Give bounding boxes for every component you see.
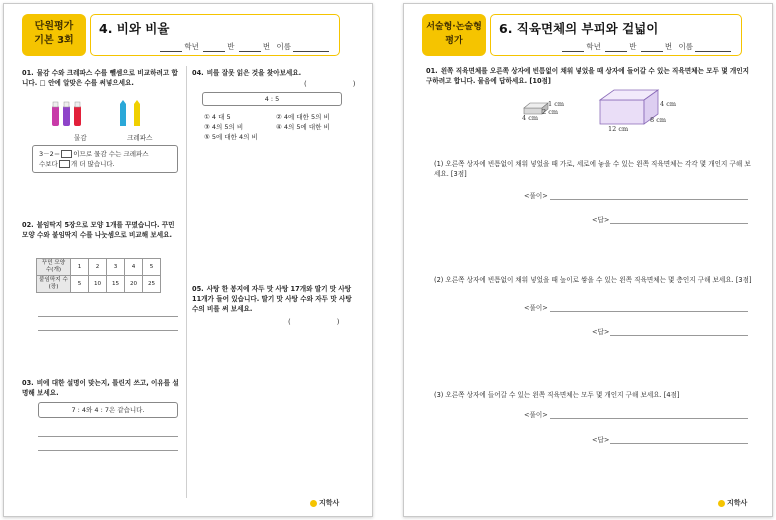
question-5-text: 사탕 한 봉지에 자두 맛 사탕 17개와 딸기 맛 사탕 11개가 들어 있습니다. 딸기 맛 사탕 수와 자두 맛 사탕 수의 비를 써 보세요.	[192, 285, 352, 313]
large-box-depth-label: 8 cm	[650, 116, 667, 124]
ratio-table	[36, 258, 161, 293]
blank-input-1[interactable]	[61, 150, 72, 158]
answer-line[interactable]	[38, 330, 178, 331]
answer-line[interactable]	[610, 223, 748, 224]
evaluation-badge	[422, 14, 486, 56]
question-5: 05. 사탕 한 봉지에 자두 맛 사탕 17개와 딸기 맛 사탕 11개가 들어 있습니다. 딸기 맛 사탕 수와 자두 맛 사탕 수의 비를 써 보세요.	[192, 285, 352, 313]
page-title: 6. 직육면체의 부피와 겉넓이	[499, 21, 659, 36]
badge-line-2: 평가	[445, 36, 463, 46]
class-label: 반	[227, 42, 235, 51]
paint-crayon-illustration	[48, 100, 168, 136]
name-label: 이름	[678, 42, 693, 51]
question-3-text: 비에 대한 설명이 맞는지, 틀린지 쓰고, 이유를 설명해 보세요.	[22, 379, 179, 397]
sub-question-1: (1) 오른쪽 상자에 빈틈없이 채워 넣었을 때 가로, 세로에 놓을 수 있는 왼쪽 직육면체는 각각 몇 개인지 구해 보세요. [3점]	[434, 160, 751, 178]
answer-label: <답>	[592, 436, 610, 444]
class-label: 반	[629, 42, 637, 51]
badge-line-1: 서술형·논술형	[426, 22, 482, 32]
small-box-width-label: 4 cm	[522, 114, 539, 122]
sub-question-3: (3) 오른쪽 상자에 들어갈 수 있는 왼쪽 직육면체는 모두 몇 개인지 구해 보세요. [4점]	[434, 391, 680, 399]
question-1: 01. 물감 수와 크레파스 수를 뺄셈으로 비교하려고 합니다. □ 안에 알맞은 수를 써넣으세요.	[22, 69, 178, 87]
large-box-width-label: 12 cm	[608, 125, 629, 133]
name-label: 이름	[276, 42, 291, 51]
answer-line[interactable]	[38, 316, 178, 317]
column-divider	[186, 66, 187, 498]
question-2: 02. 붙임딱지 5장으로 모양 1개를 꾸몄습니다. 꾸민 모양 수와 붙임딱지 수를 나눗셈으로 비교해 보세요.	[22, 221, 175, 239]
title-box	[490, 14, 742, 56]
grade-label: 학년	[184, 42, 199, 51]
choice-1[interactable]: ① 4 대 5	[204, 113, 231, 121]
solution-line[interactable]	[550, 199, 748, 200]
answer-line[interactable]	[610, 443, 748, 444]
ratio-box: 4 : 5	[202, 92, 342, 106]
title-box	[90, 14, 340, 56]
question-4: 04. 비를 잘못 읽은 것을 찾아보세요.	[192, 69, 302, 77]
question-4-text: 비를 잘못 읽은 것을 찾아보세요.	[206, 69, 302, 77]
q3-statement-box: 7 : 4와 4 : 7은 같습니다.	[38, 402, 178, 418]
badge-line-2: 기본 3회	[34, 35, 74, 46]
answer-label: <답>	[592, 328, 610, 336]
worksheet-left	[3, 3, 373, 517]
grade-label: 학년	[586, 42, 601, 51]
small-box-height-label: 1 cm	[548, 100, 565, 108]
choice-3[interactable]: ③ 4의 5의 비	[204, 123, 244, 131]
answer-paren[interactable]: ( )	[288, 318, 340, 326]
answer-label: <답>	[592, 216, 610, 224]
publisher-logo: 지학사	[310, 498, 339, 508]
question-1-text: 물감 수와 크레파스 수를 뺄셈으로 비교하려고 합니다. □ 안에 알맞은 수를 써넣으세요.	[22, 69, 178, 87]
choice-5[interactable]: ⑤ 5에 대한 4의 비	[204, 133, 258, 141]
answer-line[interactable]	[610, 335, 748, 336]
question-1: 01. 왼쪽 직육면체를 오른쪽 상자에 빈틈없이 채워 넣었을 때 상자에 들어갈 수 있는 직육면체는 모두 몇 개인지 구하려고 합니다. 물음에 답하세요. [10점]	[426, 67, 750, 85]
badge-line-1: 단원평가	[34, 21, 74, 32]
student-info	[158, 41, 331, 52]
crayons-icon	[120, 100, 140, 126]
choice-4[interactable]: ④ 4의 5에 대한 비	[276, 123, 330, 131]
number-label: 번	[664, 42, 673, 51]
table-header: 붙임딱지 수(장)	[37, 276, 71, 293]
question-1-text: 왼쪽 직육면체를 오른쪽 상자에 빈틈없이 채워 넣었을 때 상자에 들어갈 수 있는 직육면체는 모두 몇 개인지 구하려고 합니다. 물음에 답하세요. [10점]	[426, 67, 750, 85]
unit-badge	[22, 14, 86, 56]
number-label: 번	[262, 42, 271, 51]
sub-question-2: (2) 오른쪽 상자에 빈틈없이 채워 넣었을 때 높이로 쌓을 수 있는 왼쪽 직육면체는 몇 층인지 구해 보세요. [3점]	[434, 276, 752, 284]
student-info	[560, 41, 733, 52]
answer-paren[interactable]: ( )	[304, 80, 356, 88]
solution-label: <풀이>	[524, 411, 548, 419]
table-row: 꾸민 모양 수(개) 1 2 3 4 5	[37, 259, 161, 276]
solution-label: <풀이>	[524, 304, 548, 312]
paint-tubes-icon	[52, 102, 81, 126]
large-box-height-label: 4 cm	[660, 100, 677, 108]
answer-line[interactable]	[38, 450, 178, 451]
blank-input-2[interactable]	[59, 160, 70, 168]
page-title: 4. 비와 비율	[99, 21, 170, 36]
crayon-label: 크레파스	[127, 134, 153, 142]
table-header: 꾸민 모양 수(개)	[37, 259, 71, 276]
question-3: 03. 비에 대한 설명이 맞는지, 틀린지 쓰고, 이유를 설명해 보세요.	[22, 379, 179, 397]
choice-2[interactable]: ② 4에 대한 5의 비	[276, 113, 330, 121]
paint-label: 물감	[74, 134, 87, 142]
question-2-text: 붙임딱지 5장으로 모양 1개를 꾸몄습니다. 꾸민 모양 수와 붙임딱지 수를 나눗셈으로 비교해 보세요.	[22, 221, 175, 239]
solution-line[interactable]	[550, 418, 748, 419]
solution-line[interactable]	[550, 311, 748, 312]
answer-line[interactable]	[38, 436, 178, 437]
publisher-logo: 지학사	[718, 498, 747, 508]
table-row: 붙임딱지 수(장) 5 10 15 20 25	[37, 276, 161, 293]
small-box-depth-label: 2 cm	[542, 108, 559, 116]
q1-answer-box: 3－2＝ 이므로 물감 수는 크레파스 수보다 개 더 많습니다.	[32, 145, 178, 173]
worksheet-right	[403, 3, 773, 517]
solution-label: <풀이>	[524, 192, 548, 200]
